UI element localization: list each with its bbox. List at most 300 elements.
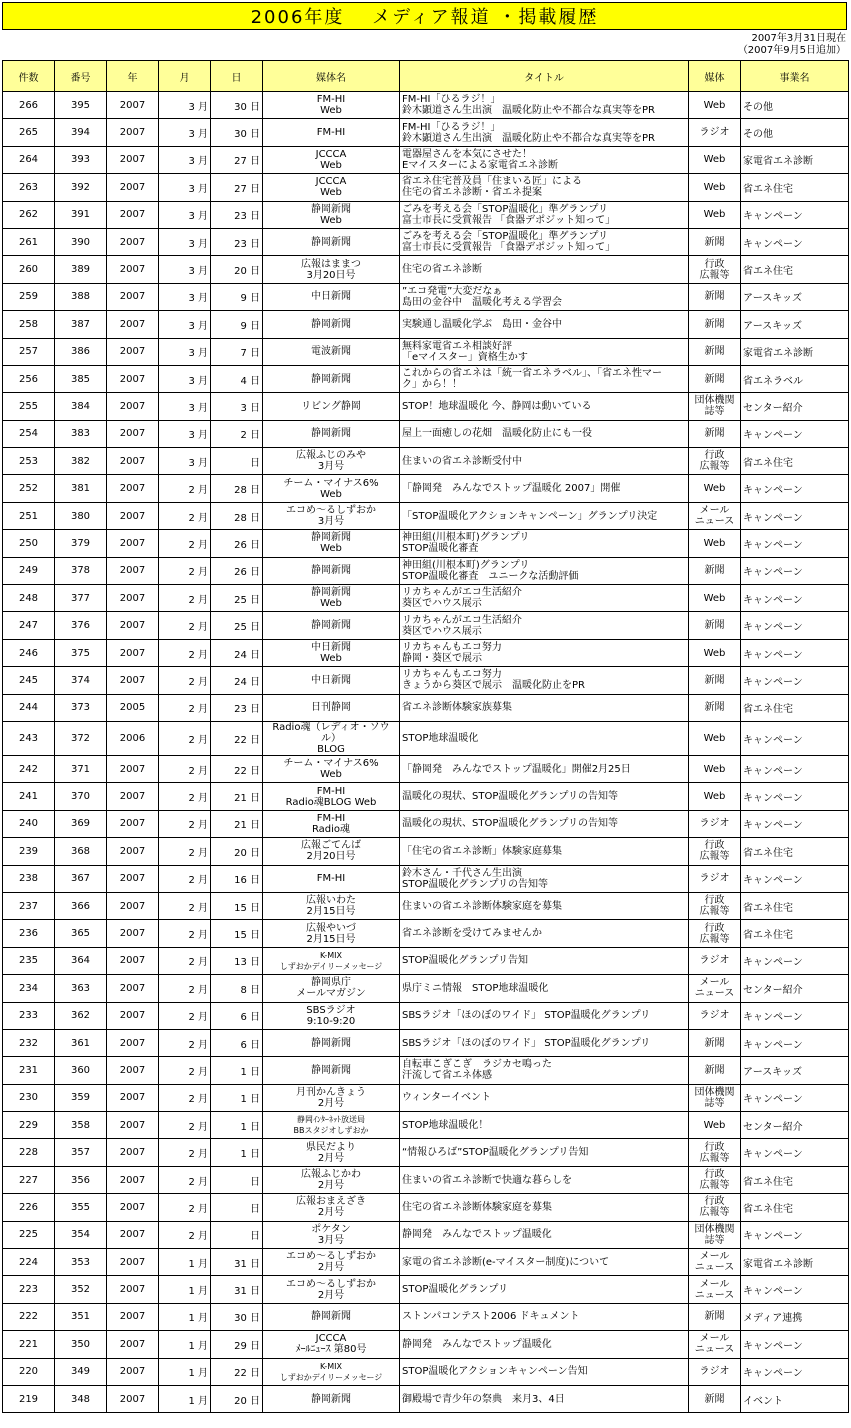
cell-title: 住まいの省エネ診断で快適な暮らしを <box>400 1166 689 1193</box>
cell-title: 「静岡発 みんなでストップ温暖化」開催2月25日 <box>400 755 689 782</box>
cell-number: 370 <box>55 783 107 810</box>
cell-number: 391 <box>55 201 107 228</box>
cell-month: 3 月 <box>159 311 211 338</box>
cell-media-name: エコめ～るしずおか 2月号 <box>263 1249 400 1276</box>
cell-year: 2007 <box>107 448 159 475</box>
cell-day: 20 日 <box>211 1385 263 1412</box>
cell-count: 253 <box>3 448 55 475</box>
cell-day: 1 日 <box>211 1084 263 1111</box>
cell-media-name: 広報ふじかわ 2月号 <box>263 1166 400 1193</box>
cell-month: 2 月 <box>159 1166 211 1193</box>
cell-media-type: 新聞 <box>689 338 741 365</box>
cell-title: 「STOP温暖化アクションキャンペーン」グランプリ決定 <box>400 502 689 529</box>
cell-project: メディア連携 <box>741 1303 849 1330</box>
cell-count: 251 <box>3 502 55 529</box>
cell-media-name: 静岡新聞 <box>263 1385 400 1412</box>
header-media-name: 媒体名 <box>263 61 400 92</box>
cell-day: 9 日 <box>211 283 263 310</box>
cell-media-type: 新聞 <box>689 365 741 392</box>
cell-month: 2 月 <box>159 639 211 666</box>
cell-project: アースキッズ <box>741 283 849 310</box>
table-row <box>3 365 849 392</box>
cell-day: 30 日 <box>211 1303 263 1330</box>
cell-title: FM-HI「ひるラジ！」 鈴木顕道さん生出演 温暖化防止や不都合な真実等をPR <box>400 92 689 119</box>
cell-project: アースキッズ <box>741 311 849 338</box>
cell-number: 356 <box>55 1166 107 1193</box>
as-of-note <box>738 33 846 57</box>
cell-project: キャンペーン <box>741 1221 849 1248</box>
table-row <box>3 585 849 612</box>
cell-day: 21 日 <box>211 810 263 837</box>
cell-media-type: 新聞 <box>689 667 741 694</box>
table-row <box>3 1358 849 1385</box>
cell-project: 省エネ住宅 <box>741 920 849 947</box>
cell-year: 2007 <box>107 146 159 173</box>
cell-count: 249 <box>3 557 55 584</box>
cell-month: 3 月 <box>159 256 211 283</box>
cell-title: 省エネ診断を受けてみませんか <box>400 920 689 947</box>
cell-month: 3 月 <box>159 420 211 447</box>
cell-media-type: 新聞 <box>689 420 741 447</box>
cell-count: 261 <box>3 228 55 255</box>
cell-project: アースキッズ <box>741 1057 849 1084</box>
cell-media-type: 新聞 <box>689 1057 741 1084</box>
cell-month: 3 月 <box>159 338 211 365</box>
header-title: タイトル <box>400 61 689 92</box>
cell-year: 2007 <box>107 1057 159 1084</box>
cell-count: 225 <box>3 1221 55 1248</box>
cell-day: 27 日 <box>211 146 263 173</box>
cell-media-type: 行政 広報等 <box>689 920 741 947</box>
cell-media-name: 静岡新聞 Web <box>263 585 400 612</box>
cell-count: 254 <box>3 420 55 447</box>
added-date: （2007年9月5日追加） <box>737 45 846 56</box>
cell-media-type: 新聞 <box>689 1303 741 1330</box>
table-row <box>3 1303 849 1330</box>
cell-number: 361 <box>55 1029 107 1056</box>
cell-month: 1 月 <box>159 1385 211 1412</box>
cell-month: 2 月 <box>159 920 211 947</box>
cell-day: 23 日 <box>211 228 263 255</box>
cell-media-type: 新聞 <box>689 557 741 584</box>
table-row <box>3 721 849 755</box>
cell-project: キャンペーン <box>741 755 849 782</box>
cell-media-name: 静岡県庁 メールマガジン <box>263 975 400 1002</box>
table-row <box>3 1276 849 1303</box>
cell-number: 392 <box>55 174 107 201</box>
cell-project: キャンペーン <box>741 201 849 228</box>
cell-number: 373 <box>55 694 107 721</box>
table-row <box>3 92 849 119</box>
cell-year: 2007 <box>107 256 159 283</box>
cell-project: その他 <box>741 92 849 119</box>
cell-project: キャンペーン <box>741 1002 849 1029</box>
cell-year: 2007 <box>107 92 159 119</box>
table-row <box>3 1084 849 1111</box>
cell-year: 2007 <box>107 838 159 865</box>
cell-project: 省エネ住宅 <box>741 1194 849 1221</box>
cell-project: キャンペーン <box>741 1276 849 1303</box>
cell-media-type: 新聞 <box>689 1029 741 1056</box>
cell-year: 2007 <box>107 612 159 639</box>
cell-media-type: Web <box>689 639 741 666</box>
cell-project: キャンペーン <box>741 475 849 502</box>
cell-day: 21 日 <box>211 783 263 810</box>
cell-month: 2 月 <box>159 1057 211 1084</box>
cell-media-name: リビング静岡 <box>263 393 400 420</box>
cell-month: 2 月 <box>159 1002 211 1029</box>
cell-project: イベント <box>741 1385 849 1412</box>
cell-title: STOP！地球温暖化 今、静岡は動いている <box>400 393 689 420</box>
cell-media-type: 行政 広報等 <box>689 892 741 919</box>
cell-project: キャンペーン <box>741 1331 849 1358</box>
cell-media-type: Web <box>689 585 741 612</box>
cell-title: これからの省エネは「統一省エネラベル」、「省エネ性マー ク」から！！ <box>400 365 689 392</box>
cell-count: 266 <box>3 92 55 119</box>
cell-year: 2007 <box>107 1303 159 1330</box>
cell-day: 日 <box>211 1221 263 1248</box>
table-row <box>3 1221 849 1248</box>
cell-count: 264 <box>3 146 55 173</box>
cell-media-type: メール ニュース <box>689 502 741 529</box>
cell-project: キャンペーン <box>741 721 849 755</box>
cell-title: 住まいの省エネ診断受付中 <box>400 448 689 475</box>
cell-title: STOP温暖化グランプリ <box>400 1276 689 1303</box>
cell-day: 26 日 <box>211 557 263 584</box>
cell-day: 日 <box>211 448 263 475</box>
table-row <box>3 1112 849 1139</box>
cell-number: 379 <box>55 530 107 557</box>
cell-count: 223 <box>3 1276 55 1303</box>
table-row <box>3 1331 849 1358</box>
cell-count: 257 <box>3 338 55 365</box>
cell-month: 2 月 <box>159 1112 211 1139</box>
cell-month: 2 月 <box>159 1084 211 1111</box>
table-row <box>3 338 849 365</box>
table-row <box>3 420 849 447</box>
cell-project: 家電省エネ診断 <box>741 146 849 173</box>
cell-count: 246 <box>3 639 55 666</box>
cell-media-name: 静岡新聞 Web <box>263 530 400 557</box>
cell-project: キャンペーン <box>741 1084 849 1111</box>
cell-media-type: Web <box>689 721 741 755</box>
cell-count: 220 <box>3 1358 55 1385</box>
cell-media-type: ラジオ <box>689 1002 741 1029</box>
cell-year: 2007 <box>107 947 159 974</box>
cell-media-name: 中日新聞 <box>263 667 400 694</box>
cell-year: 2007 <box>107 639 159 666</box>
cell-title: ストンパコンテスト2006 ドキュメント <box>400 1303 689 1330</box>
cell-media-type: 行政 広報等 <box>689 448 741 475</box>
cell-count: 233 <box>3 1002 55 1029</box>
cell-media-type: 新聞 <box>689 283 741 310</box>
cell-month: 3 月 <box>159 146 211 173</box>
cell-title: FM-HI「ひるラジ！」 鈴木顕道さん生出演 温暖化防止や不都合な真実等をPR <box>400 119 689 146</box>
cell-year: 2007 <box>107 338 159 365</box>
cell-number: 384 <box>55 393 107 420</box>
cell-media-name: FM-HI Radio魂BLOG Web <box>263 783 400 810</box>
cell-year: 2007 <box>107 1331 159 1358</box>
cell-month: 2 月 <box>159 530 211 557</box>
cell-media-type: 新聞 <box>689 612 741 639</box>
cell-media-type: 団体機関 誌等 <box>689 1221 741 1248</box>
cell-media-type: 行政 広報等 <box>689 256 741 283</box>
cell-month: 2 月 <box>159 1221 211 1248</box>
cell-media-name: K-MIX しずおかデイリーメッセージ <box>263 1358 400 1385</box>
cell-number: 382 <box>55 448 107 475</box>
cell-day: 4 日 <box>211 365 263 392</box>
cell-number: 377 <box>55 585 107 612</box>
cell-title: 神田組(川根本町)グランプリ STOP温暖化審査 <box>400 530 689 557</box>
cell-count: 237 <box>3 892 55 919</box>
cell-media-type: 新聞 <box>689 694 741 721</box>
cell-media-name: JCCCA Web <box>263 146 400 173</box>
cell-media-name: Radio魂（レディオ・ソウル） BLOG <box>263 721 400 755</box>
table-row <box>3 530 849 557</box>
cell-count: 228 <box>3 1139 55 1166</box>
cell-project: キャンペーン <box>741 667 849 694</box>
cell-year: 2007 <box>107 1358 159 1385</box>
cell-day: 1 日 <box>211 1139 263 1166</box>
cell-media-name: FM-HI <box>263 119 400 146</box>
cell-project: キャンペーン <box>741 783 849 810</box>
table-row <box>3 119 849 146</box>
cell-count: 244 <box>3 694 55 721</box>
cell-count: 236 <box>3 920 55 947</box>
cell-number: 359 <box>55 1084 107 1111</box>
cell-number: 380 <box>55 502 107 529</box>
cell-project: その他 <box>741 119 849 146</box>
cell-count: 243 <box>3 721 55 755</box>
cell-day: 6 日 <box>211 1002 263 1029</box>
cell-count: 235 <box>3 947 55 974</box>
cell-year: 2007 <box>107 1194 159 1221</box>
cell-title: 家電の省エネ診断(e-マイスター制度)について <box>400 1249 689 1276</box>
cell-day: 25 日 <box>211 585 263 612</box>
cell-media-type: 行政 広報等 <box>689 1139 741 1166</box>
cell-title: 県庁ミニ情報 STOP地球温暖化 <box>400 975 689 1002</box>
cell-count: 248 <box>3 585 55 612</box>
cell-count: 250 <box>3 530 55 557</box>
cell-project: 省エネ住宅 <box>741 448 849 475</box>
cell-year: 2005 <box>107 694 159 721</box>
cell-media-name: FM-HI Web <box>263 92 400 119</box>
cell-day: 日 <box>211 1166 263 1193</box>
cell-media-name: 広報ごてんば 2月20日号 <box>263 838 400 865</box>
cell-media-type: 新聞 <box>689 228 741 255</box>
cell-number: 372 <box>55 721 107 755</box>
cell-media-type: Web <box>689 201 741 228</box>
cell-title: ウィンターイベント <box>400 1084 689 1111</box>
cell-day: 15 日 <box>211 892 263 919</box>
cell-month: 2 月 <box>159 810 211 837</box>
cell-day: 3 日 <box>211 393 263 420</box>
cell-media-type: 新聞 <box>689 311 741 338</box>
cell-title: リカちゃんがエコ生活紹介 葵区でハウス展示 <box>400 612 689 639</box>
cell-title: SBSラジオ「ほのぼのワイド」 STOP温暖化グランプリ <box>400 1029 689 1056</box>
cell-project: キャンペーン <box>741 585 849 612</box>
cell-project: キャンペーン <box>741 228 849 255</box>
cell-media-name: FM-HI <box>263 865 400 892</box>
cell-project: センター紹介 <box>741 393 849 420</box>
cell-project: キャンペーン <box>741 530 849 557</box>
cell-media-type: メール ニュース <box>689 1249 741 1276</box>
cell-day: 29 日 <box>211 1331 263 1358</box>
cell-project: 家電省エネ診断 <box>741 338 849 365</box>
cell-media-name: 静岡新聞 <box>263 612 400 639</box>
cell-title: リカちゃんもエコ努力 きょうから葵区で展示 温暖化防止をPR <box>400 667 689 694</box>
cell-title: STOP地球温暖化！ <box>400 1112 689 1139</box>
table-row <box>3 783 849 810</box>
cell-count: 239 <box>3 838 55 865</box>
cell-number: 387 <box>55 311 107 338</box>
cell-day: 31 日 <box>211 1249 263 1276</box>
cell-project: キャンペーン <box>741 639 849 666</box>
cell-day: 16 日 <box>211 865 263 892</box>
cell-count: 224 <box>3 1249 55 1276</box>
cell-count: 231 <box>3 1057 55 1084</box>
cell-count: 238 <box>3 865 55 892</box>
table-row <box>3 475 849 502</box>
cell-media-type: メール ニュース <box>689 1276 741 1303</box>
cell-day: 6 日 <box>211 1029 263 1056</box>
cell-media-name: 静岡新聞 <box>263 420 400 447</box>
header-project: 事業名 <box>741 61 849 92</box>
cell-number: 350 <box>55 1331 107 1358</box>
cell-media-type: ラジオ <box>689 947 741 974</box>
cell-year: 2007 <box>107 530 159 557</box>
cell-media-name: JCCCA ﾒｰﾙﾆｭｰｽ 第80号 <box>263 1331 400 1358</box>
cell-media-type: Web <box>689 755 741 782</box>
header-number: 番号 <box>55 61 107 92</box>
table-row <box>3 865 849 892</box>
cell-year: 2007 <box>107 667 159 694</box>
cell-number: 386 <box>55 338 107 365</box>
cell-number: 365 <box>55 920 107 947</box>
cell-number: 349 <box>55 1358 107 1385</box>
cell-project: キャンペーン <box>741 502 849 529</box>
page-title: 2006年度 メディア報道 ・掲載履歴 <box>2 2 847 30</box>
cell-title: 「静岡発 みんなでストップ温暖化 2007」開催 <box>400 475 689 502</box>
cell-year: 2006 <box>107 721 159 755</box>
cell-count: 227 <box>3 1166 55 1193</box>
cell-media-name: チーム・マイナス6% Web <box>263 475 400 502</box>
table-row <box>3 975 849 1002</box>
cell-year: 2007 <box>107 1249 159 1276</box>
cell-year: 2007 <box>107 810 159 837</box>
cell-title: 神田組(川根本町)グランプリ STOP温暖化審査 ユニークな活動評価 <box>400 557 689 584</box>
cell-year: 2007 <box>107 311 159 338</box>
table-row <box>3 1029 849 1056</box>
cell-number: 354 <box>55 1221 107 1248</box>
cell-number: 362 <box>55 1002 107 1029</box>
cell-media-type: メール ニュース <box>689 1331 741 1358</box>
cell-year: 2007 <box>107 475 159 502</box>
cell-number: 381 <box>55 475 107 502</box>
cell-count: 226 <box>3 1194 55 1221</box>
cell-title: SBSラジオ「ほのぼのワイド」 STOP温暖化グランプリ <box>400 1002 689 1029</box>
table-row <box>3 612 849 639</box>
cell-project: 家電省エネ診断 <box>741 1249 849 1276</box>
cell-year: 2007 <box>107 865 159 892</box>
cell-title: 「住宅の省エネ診断」体験家庭募集 <box>400 838 689 865</box>
cell-media-name: エコめ～るしずおか 2月号 <box>263 1276 400 1303</box>
table-row <box>3 1002 849 1029</box>
cell-title: 屋上一面癒しの花畑 温暖化防止にも一役 <box>400 420 689 447</box>
cell-count: 259 <box>3 283 55 310</box>
cell-month: 2 月 <box>159 755 211 782</box>
cell-number: 375 <box>55 639 107 666</box>
cell-month: 2 月 <box>159 975 211 1002</box>
cell-day: 日 <box>211 1194 263 1221</box>
cell-number: 390 <box>55 228 107 255</box>
cell-count: 219 <box>3 1385 55 1412</box>
table-row <box>3 256 849 283</box>
cell-month: 3 月 <box>159 283 211 310</box>
cell-title: 温暖化の現状、STOP温暖化グランプリの告知等 <box>400 783 689 810</box>
cell-media-name: 日刊静岡 <box>263 694 400 721</box>
table-row <box>3 947 849 974</box>
cell-project: キャンペーン <box>741 865 849 892</box>
cell-month: 2 月 <box>159 783 211 810</box>
cell-media-type: 行政 広報等 <box>689 1194 741 1221</box>
cell-media-type: ラジオ <box>689 865 741 892</box>
cell-day: 28 日 <box>211 475 263 502</box>
cell-month: 1 月 <box>159 1358 211 1385</box>
cell-count: 265 <box>3 119 55 146</box>
cell-month: 2 月 <box>159 557 211 584</box>
cell-media-name: SBSラジオ 9:10-9:20 <box>263 1002 400 1029</box>
cell-day: 31 日 <box>211 1276 263 1303</box>
cell-day: 30 日 <box>211 119 263 146</box>
cell-media-name: 中日新聞 <box>263 283 400 310</box>
cell-month: 2 月 <box>159 838 211 865</box>
cell-media-name: JCCCA Web <box>263 174 400 201</box>
cell-title: 無料家電省エネ相談好評 「eマイスター」資格生かす <box>400 338 689 365</box>
cell-project: キャンペーン <box>741 1029 849 1056</box>
cell-day: 24 日 <box>211 639 263 666</box>
cell-day: 1 日 <box>211 1057 263 1084</box>
cell-project: センター紹介 <box>741 975 849 1002</box>
table-row <box>3 892 849 919</box>
table-row <box>3 448 849 475</box>
cell-title: 住まいの省エネ診断体験家庭を募集 <box>400 892 689 919</box>
cell-media-name: チーム・マイナス6% Web <box>263 755 400 782</box>
cell-year: 2007 <box>107 1221 159 1248</box>
cell-number: 374 <box>55 667 107 694</box>
cell-day: 15 日 <box>211 920 263 947</box>
table-row <box>3 201 849 228</box>
cell-title: ごみを考える会「STOP温暖化」準グランプリ 富士市長に受賞報告 「食器デポジット知って」 <box>400 201 689 228</box>
cell-number: 351 <box>55 1303 107 1330</box>
cell-day: 9 日 <box>211 311 263 338</box>
cell-number: 378 <box>55 557 107 584</box>
cell-day: 26 日 <box>211 530 263 557</box>
cell-media-name: 広報ふじのみや 3月号 <box>263 448 400 475</box>
cell-project: 省エネ住宅 <box>741 838 849 865</box>
cell-project: 省エネ住宅 <box>741 892 849 919</box>
table-row <box>3 838 849 865</box>
cell-number: 389 <box>55 256 107 283</box>
cell-media-type: ラジオ <box>689 810 741 837</box>
cell-media-name: 静岡新聞 Web <box>263 201 400 228</box>
cell-media-type: Web <box>689 783 741 810</box>
cell-day: 27 日 <box>211 174 263 201</box>
cell-day: 22 日 <box>211 1358 263 1385</box>
cell-media-type: Web <box>689 1112 741 1139</box>
cell-media-type: Web <box>689 530 741 557</box>
cell-year: 2007 <box>107 1276 159 1303</box>
